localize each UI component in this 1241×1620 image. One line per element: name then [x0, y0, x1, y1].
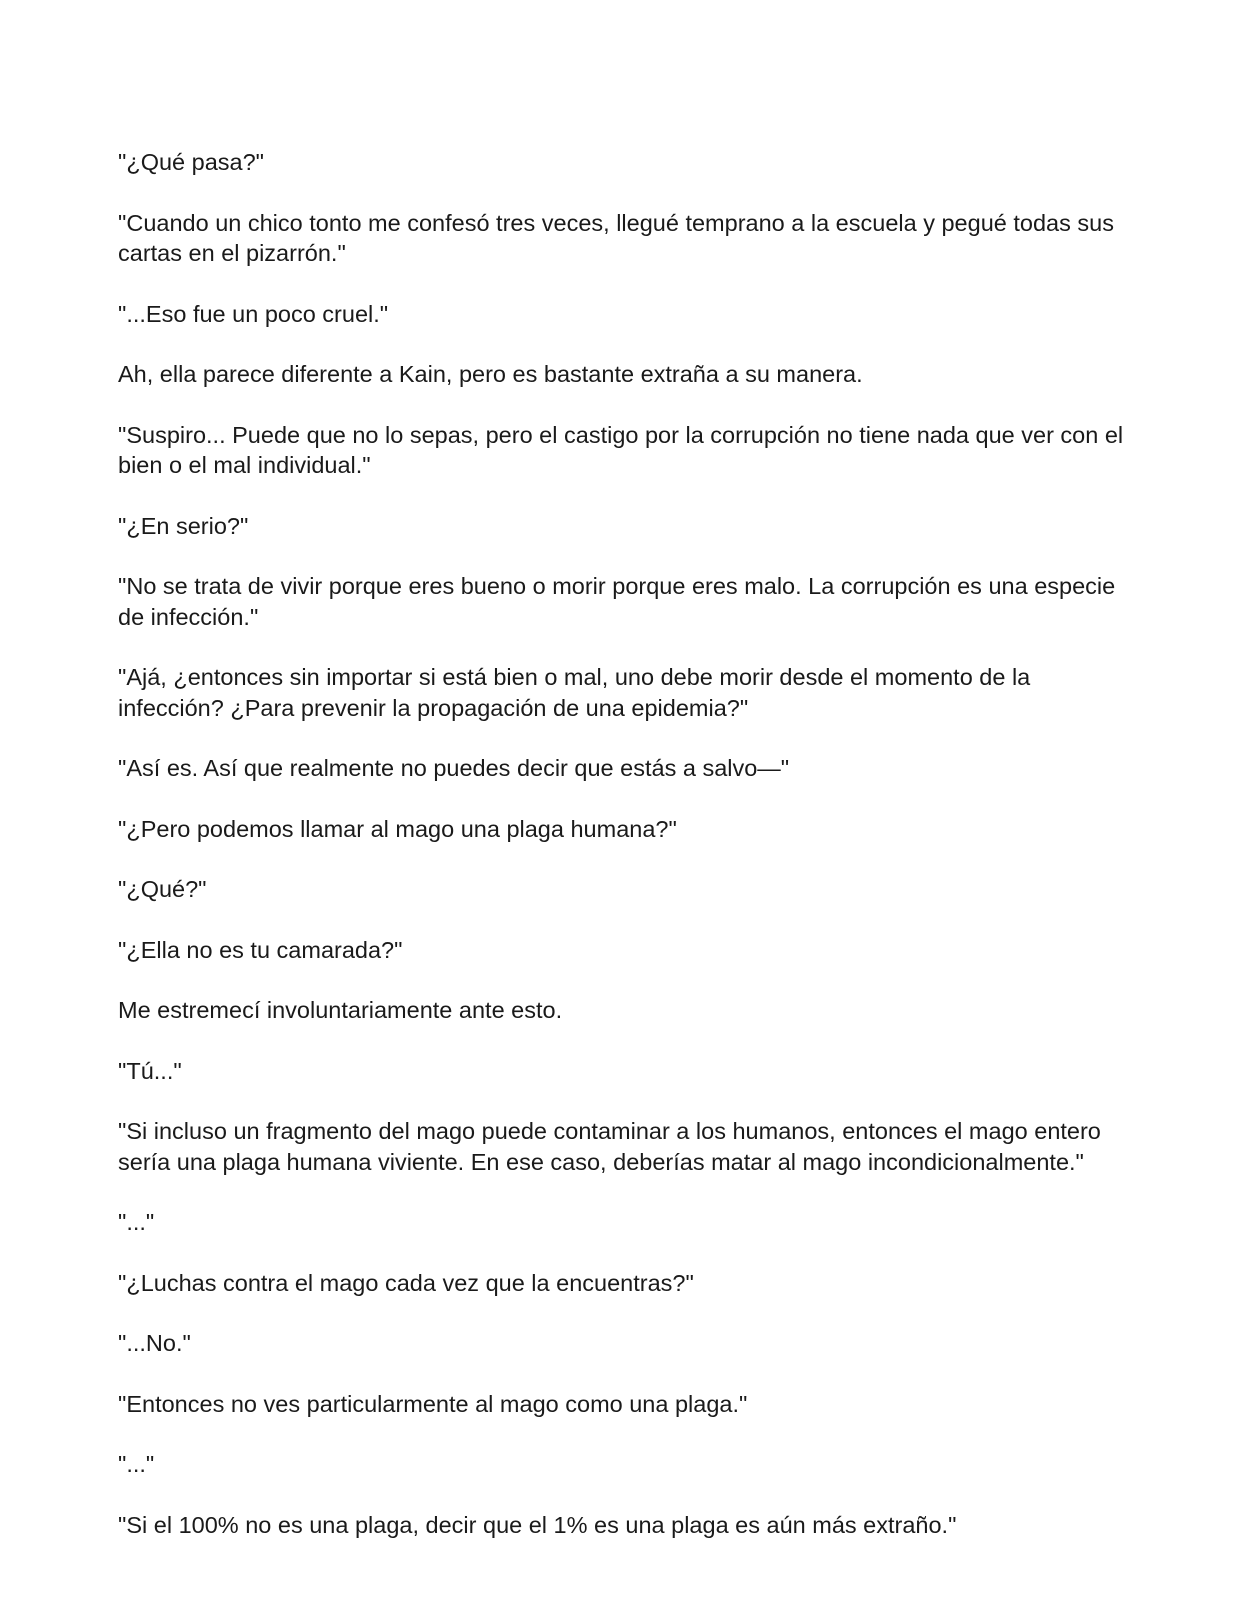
paragraph: "Si el 100% no es una plaga, decir que el 1% es una plaga es aún más extraño."	[118, 1511, 957, 1538]
paragraph: "Así es. Así que realmente no puedes decir que estás a salvo—"	[118, 755, 790, 781]
paragraph: "Tú..."	[118, 1057, 182, 1084]
paragraph: "Ajá, ¿entonces sin importar si está bien o mal, uno debe morir desde el momento de la infección? ¿Para prevenir la propagación de una epidemia?"	[118, 664, 1031, 721]
paragraph: "..."	[118, 1451, 155, 1477]
paragraph: "¿Qué pasa?"	[118, 149, 265, 175]
paragraph: "¿Luchas contra el mago cada vez que la encuentras?"	[118, 1269, 694, 1296]
paragraph: "...Eso fue un poco cruel."	[118, 300, 389, 327]
paragraph: Ah, ella parece diferente a Kain, pero es bastante extraña a su manera.	[118, 361, 863, 387]
paragraph: "¿Pero podemos llamar al mago una plaga humana?"	[118, 815, 677, 842]
paragraph: "Suspiro... Puede que no lo sepas, pero el castigo por la corrupción no tiene nada que ver con el bien o el mal individual."	[118, 421, 1124, 478]
paragraph: "Si incluso un fragmento del mago puede contaminar a los humanos, entonces el mago entero sería una plaga humana viviente. En ese caso, deberías matar al mago incondicionalmente."	[118, 1118, 1101, 1175]
paragraph: "No se trata de vivir porque eres bueno o morir porque eres malo. La corrupción es una especie de infección."	[118, 573, 1116, 630]
paragraph: "¿Qué?"	[118, 876, 207, 902]
paragraph: "¿En serio?"	[118, 512, 249, 539]
paragraph: "Cuando un chico tonto me confesó tres veces, llegué temprano a la escuela y pegué todas sus cartas en el pizarrón."	[118, 209, 1114, 266]
paragraph: Me estremecí involuntariamente ante esto.	[118, 997, 563, 1023]
document-body	[118, 147, 1128, 1570]
paragraph: "Entonces no ves particularmente al mago como una plaga."	[118, 1390, 748, 1417]
paragraph: "¿Ella no es tu camarada?"	[118, 936, 403, 963]
paragraph: "..."	[118, 1209, 155, 1235]
paragraph: "...No."	[118, 1330, 191, 1356]
